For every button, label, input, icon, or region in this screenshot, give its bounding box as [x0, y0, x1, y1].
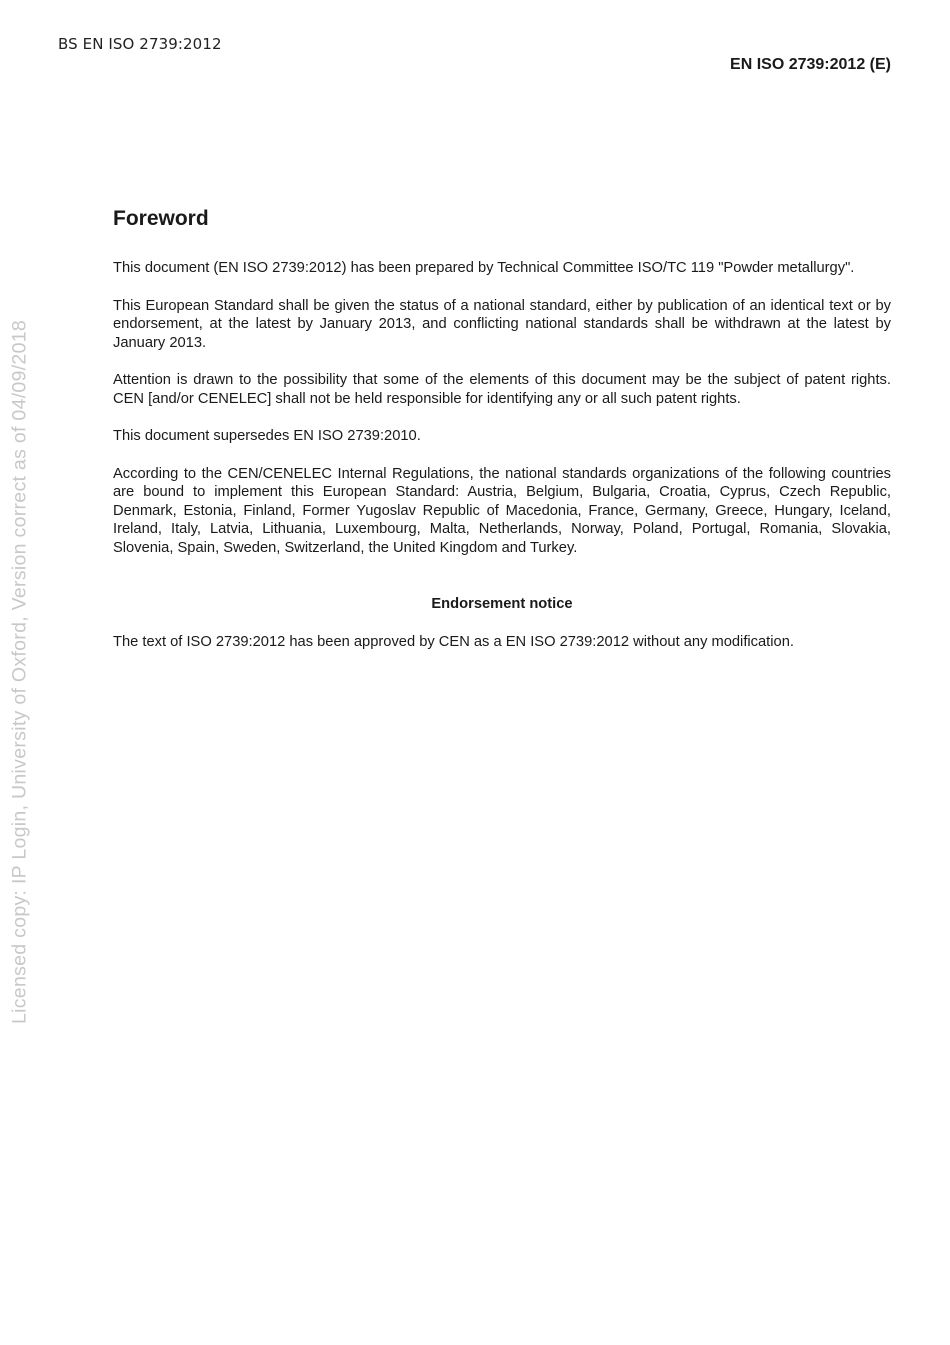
- document-id-left: BS EN ISO 2739:2012: [58, 35, 222, 53]
- foreword-paragraph: This European Standard shall be given the status of a national standard, either by publication of an identical text or by endorsement, at the latest by January 2013, and conflicting national standards shall be withdrawn at the latest by January 2013.: [113, 297, 891, 351]
- license-watermark: Licensed copy: IP Login, University of Oxford, Version correct as of 04/09/2018: [8, 319, 31, 1025]
- foreword-paragraph: This document (EN ISO 2739:2012) has been prepared by Technical Committee ISO/TC 119 "Powder metallurgy".: [113, 260, 855, 276]
- foreword-paragraph: According to the CEN/CENELEC Internal Regulations, the national standards organizations of the following countries are bound to implement this European Standard: Austria, Belgium, Bulgaria, Croatia, Cyprus, Czech Republic, Denmark, Estonia, Finland, Former Yugoslav Republic of Macedonia, France, Germany, Greece, Hungary, Iceland, Ireland, Italy, Latvia, Lithuania, Luxembourg, Malta, Netherlands, Norway, Poland, Portugal, Romania, Slovakia, Slovenia, Spain, Sweden, Switzerland, the United Kingdom and Turkey.: [113, 465, 891, 556]
- foreword-title: Foreword: [113, 207, 209, 230]
- document-id-right: EN ISO 2739:2012 (E): [730, 56, 891, 73]
- foreword-paragraph: Attention is drawn to the possibility that some of the elements of this document may be the subject of patent rights. CEN [and/or CENELEC] shall not be held responsible for identifying any or all such patent rights.: [113, 372, 891, 407]
- endorsement-notice-title: Endorsement notice: [431, 596, 573, 612]
- endorsement-notice-text: The text of ISO 2739:2012 has been approved by CEN as a EN ISO 2739:2012 without any modification.: [113, 633, 794, 650]
- page-content: [113, 205, 891, 670]
- foreword-paragraph: This document supersedes EN ISO 2739:2010.: [113, 428, 421, 444]
